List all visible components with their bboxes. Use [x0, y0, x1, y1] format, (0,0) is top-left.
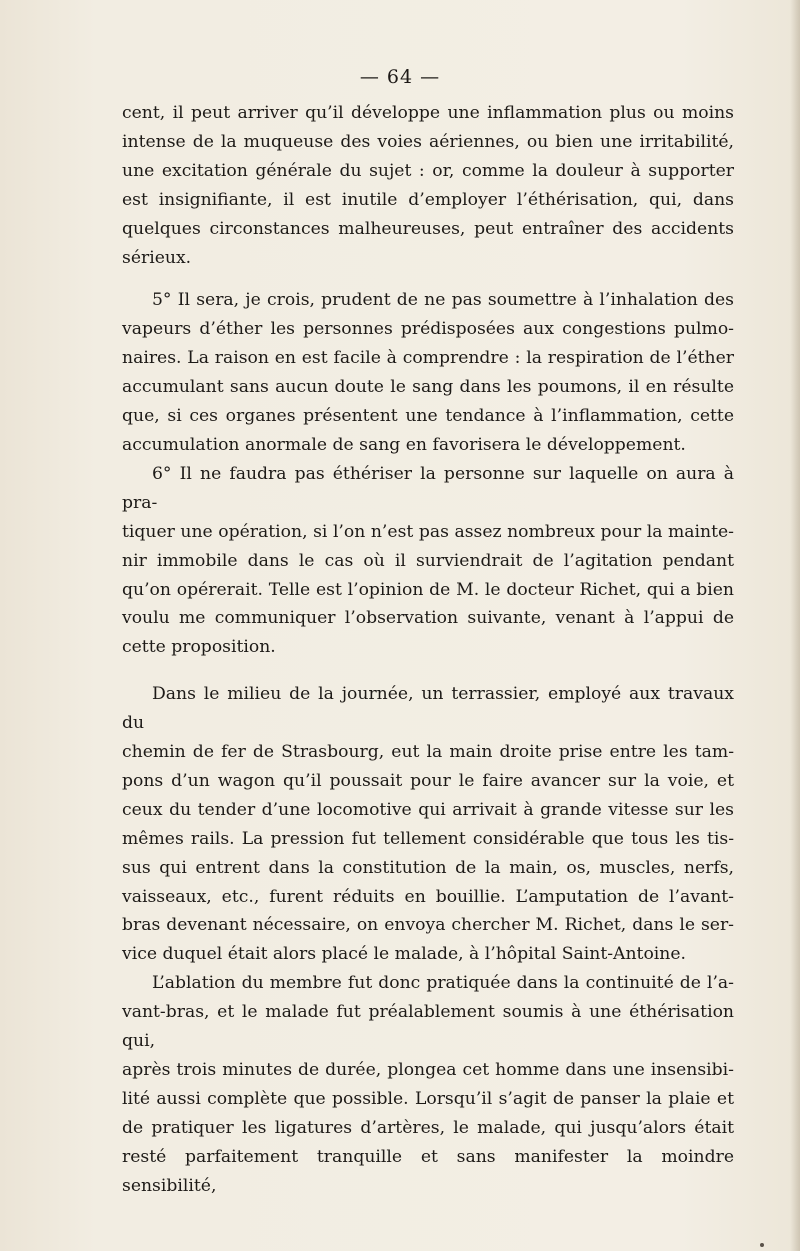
text-line: cette proposition.: [122, 637, 276, 658]
text-line: est insignifiante, il est inutile d’employer l’éthérisation, qui, dans: [122, 189, 734, 210]
ink-speck: [760, 1243, 764, 1247]
paragraph-point-6: [122, 460, 734, 662]
text-line: accumulant sans aucun doute le sang dans les poumons, il en résulte: [122, 377, 734, 398]
text-line: 5° Il sera, je crois, prudent de ne pas soumettre à l’inhalation des: [152, 290, 734, 311]
text-line: intense de la muqueuse des voies aériennes, ou bien une irritabilité,: [122, 131, 734, 152]
text-line: quelques circonstances malheureuses, peut entraîner des accidents: [122, 218, 734, 239]
text-line: chemin de fer de Strasbourg, eut la main droite prise entre les tam-: [122, 742, 734, 763]
text-line: bras devenant nécessaire, on envoya chercher M. Richet, dans le ser-: [122, 915, 734, 936]
text-line: sus qui entrent dans la constitution de la main, os, muscles, nerfs,: [122, 857, 734, 878]
text-line: que, si ces organes présentent une tendance à l’inflammation, cette: [122, 406, 734, 427]
text-line: lité aussi complète que possible. Lorsqu’il s’agit de panser la plaie et: [122, 1088, 734, 1109]
text-line: accumulation anormale de sang en favorisera le développement.: [122, 434, 686, 455]
text-line: Dans le milieu de la journée, un terrassier, employé aux travaux du: [122, 684, 734, 734]
text-line: 6° Il ne faudra pas éthériser la personne sur laquelle on aura à pra-: [122, 463, 734, 513]
text-line: voulu me communiquer l’observation suivante, venant à l’appui de: [122, 608, 734, 629]
text-line: une excitation générale du sujet : or, comme la douleur à supporter: [122, 160, 734, 181]
text-line: après trois minutes de durée, plongea cet homme dans une insensibi-: [122, 1060, 734, 1080]
text-line: naires. La raison en est facile à comprendre : la respiration de l’éther: [122, 348, 734, 369]
page-number: — 64 —: [359, 66, 441, 88]
text-line: vice duquel était alors placé le malade, à l’hôpital Saint-Antoine.: [122, 944, 686, 965]
text-line: sérieux.: [122, 247, 192, 268]
text-line: vaisseaux, etc., furent réduits en bouillie. L’amputation de l’avant-: [122, 886, 734, 907]
text-line: vapeurs d’éther les personnes prédisposées aux congestions pulmo-: [122, 319, 734, 340]
paragraph-continuation: [122, 99, 734, 272]
text-line: resté parfaitement tranquille et sans manifester la moindre sensibilité,: [122, 1146, 734, 1196]
text-line: tiquer une opération, si l’on n’est pas assez nombreux pour la mainte-: [122, 521, 734, 542]
text-line: mêmes rails. La pression fut tellement considérable que tous les tis-: [122, 828, 734, 849]
text-line: de pratiquer les ligatures d’artères, le malade, qui jusqu’alors était: [122, 1117, 734, 1138]
text-line: ceux du tender d’une locomotive qui arrivait à grande vitesse sur les: [122, 799, 734, 820]
text-line: vant-bras, et le malade fut préalablement soumis à une éthérisation qui,: [122, 1002, 734, 1052]
page-edge-shadow: [790, 0, 800, 1251]
paragraph-observation: [122, 680, 734, 969]
text-line: pons d’un wagon qu’il poussait pour le faire avancer sur la voie, et: [122, 770, 734, 791]
text-line: qu’on opérerait. Telle est l’opinion de M. le docteur Richet, qui a bien: [122, 579, 734, 600]
text-line: cent, il peut arriver qu’il développe une inflammation plus ou moins: [122, 103, 734, 123]
text-line: nir immobile dans le cas où il surviendrait de l’agitation pendant: [122, 550, 734, 571]
page-body: [122, 99, 734, 1201]
text-line: L’ablation du membre fut donc pratiquée dans la continuité de l’a-: [152, 973, 734, 994]
paragraph-ablation: [122, 969, 734, 1200]
paragraph-point-5: [122, 286, 734, 459]
